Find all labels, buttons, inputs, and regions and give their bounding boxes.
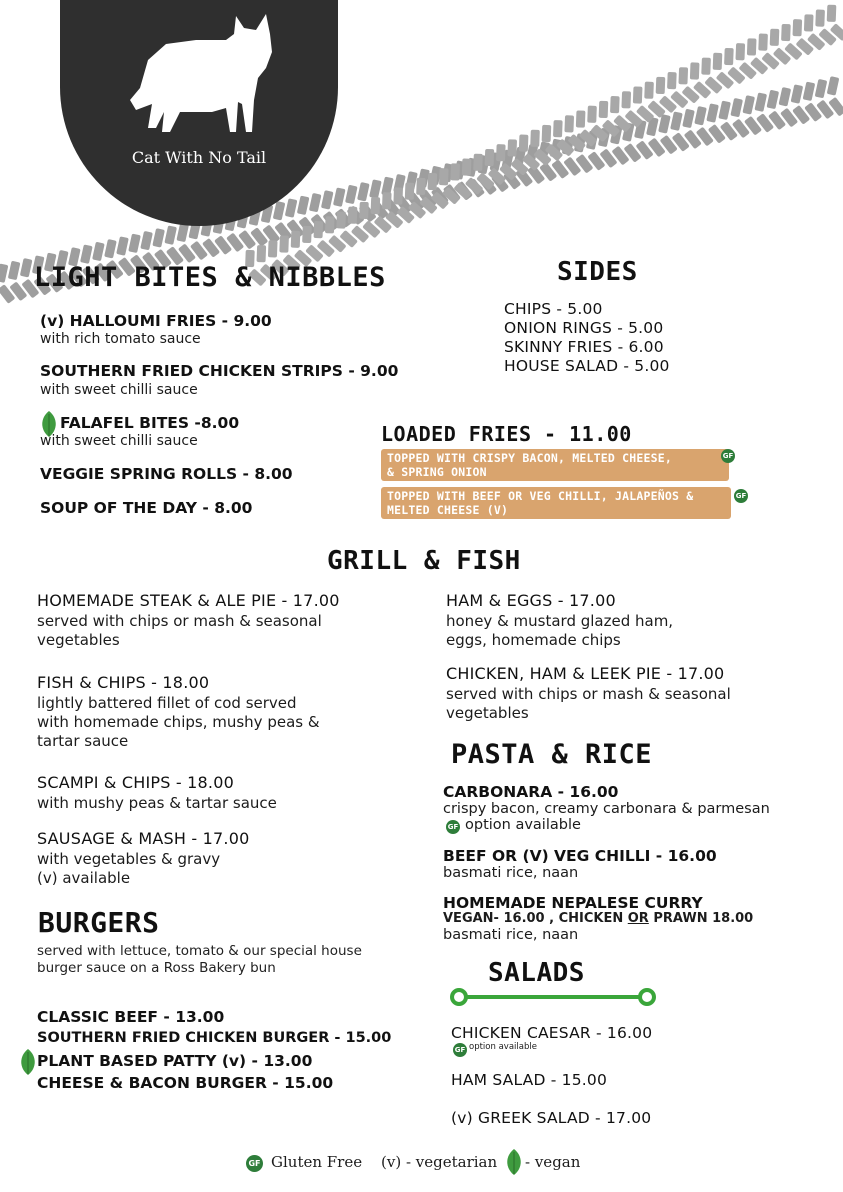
menu-item-spring-rolls: VEGGIE SPRING ROLLS - 8.00	[40, 465, 293, 483]
item-desc: served with chips or mash & seasonal	[37, 612, 322, 630]
sides-heading: SIDES	[557, 257, 638, 287]
burgers-intro: burger sauce on a Ross Bakery bun	[37, 960, 276, 976]
item-desc: crispy bacon, creamy carbonara & parmesan	[443, 801, 770, 817]
menu-item-fish-chips: FISH & CHIPS - 18.00	[37, 673, 210, 692]
loaded-fries-option-2	[381, 487, 731, 519]
menu-item-carbonara: CARBONARA - 16.00	[443, 783, 619, 801]
loaded-fries-heading: LOADED FRIES - 11.00	[381, 422, 632, 446]
item-desc: with homemade chips, mushy peas &	[37, 713, 320, 731]
item-desc: vegetables	[446, 704, 529, 722]
side-item: ONION RINGS - 5.00	[504, 319, 664, 337]
item-desc: vegetables	[37, 631, 120, 649]
item-desc: with vegetables & gravy	[37, 850, 221, 868]
menu-item-steak-pie: HOMEMADE STEAK & ALE PIE - 17.00	[37, 591, 340, 610]
legend-gluten-free: Gluten Free	[271, 1153, 363, 1171]
item-desc: tartar sauce	[37, 732, 129, 750]
curry-prices	[443, 911, 753, 926]
menu-item-soup: SOUP OF THE DAY - 8.00	[40, 499, 253, 517]
item-desc: (v) available	[37, 869, 131, 887]
gf-badge-icon: GF	[453, 1043, 467, 1057]
burgers-heading: BURGERS	[38, 906, 160, 939]
menu-item-falafel: FALAFEL BITES -8.00	[60, 414, 240, 432]
item-desc: with sweet chilli sauce	[40, 382, 198, 398]
item-desc: basmati rice, naan	[443, 865, 579, 881]
item-desc: served with chips or mash & seasonal	[446, 685, 731, 703]
menu-item-scampi: SCAMPI & CHIPS - 18.00	[37, 773, 234, 792]
gf-badge-icon: GF	[446, 820, 460, 834]
item-desc: with rich tomato sauce	[40, 331, 201, 347]
item-desc: lightly battered fillet of cod served	[37, 694, 297, 712]
menu-item-ham-eggs: HAM & EGGS - 17.00	[446, 591, 616, 610]
menu-item-halloumi: (v) HALLOUMI FRIES - 9.00	[40, 312, 272, 330]
legend-vegetarian: (v) - vegetarian	[381, 1153, 498, 1171]
menu-item-chilli: BEEF OR (V) VEG CHILLI - 16.00	[443, 847, 717, 865]
brand-name: Cat With No Tail	[131, 148, 267, 167]
menu-item-chicken-strips: SOUTHERN FRIED CHICKEN STRIPS - 9.00	[40, 362, 399, 380]
tag-line: TOPPED WITH BEEF OR VEG CHILLI, JALAPEÑOS &	[387, 489, 694, 503]
burger-item-classic: CLASSIC BEEF - 13.00	[37, 1008, 225, 1026]
cat-silhouette-icon	[126, 8, 276, 136]
curry-price-or: OR	[627, 911, 649, 926]
burger-item-cheese-bacon: CHEESE & BACON BURGER - 15.00	[37, 1074, 334, 1092]
item-desc: honey & mustard glazed ham,	[446, 612, 674, 630]
tag-line: MELTED CHEESE (V)	[387, 503, 509, 517]
item-desc: basmati rice, naan	[443, 927, 579, 943]
salads-divider	[449, 987, 657, 1007]
gf-option-note: option available	[465, 817, 581, 833]
side-item: HOUSE SALAD - 5.00	[504, 357, 670, 375]
side-item: CHIPS - 5.00	[504, 300, 603, 318]
burger-item-chicken: SOUTHERN FRIED CHICKEN BURGER - 15.00	[37, 1030, 392, 1046]
loaded-fries-option-1	[381, 449, 729, 481]
gf-badge-icon: GF	[734, 489, 748, 503]
item-desc: with sweet chilli sauce	[40, 433, 198, 449]
tag-line: & SPRING ONION	[387, 465, 487, 479]
legend-vegan: - vegan	[525, 1153, 581, 1171]
salad-item-greek: (v) GREEK SALAD - 17.00	[451, 1109, 652, 1127]
salad-item-ham: HAM SALAD - 15.00	[451, 1071, 608, 1089]
item-desc: eggs, homemade chips	[446, 631, 621, 649]
pasta-rice-heading: PASTA & RICE	[451, 739, 653, 770]
vegan-leaf-icon	[505, 1148, 523, 1176]
menu-item-nepalese-curry: HOMEMADE NEPALESE CURRY	[443, 894, 703, 912]
gf-option-note: option available	[469, 1042, 537, 1052]
gf-badge-icon: GF	[721, 449, 735, 463]
item-desc: with mushy peas & tartar sauce	[37, 794, 277, 812]
grill-fish-heading: GRILL & FISH	[327, 546, 521, 576]
burger-item-plant: PLANT BASED PATTY (v) - 13.00	[37, 1052, 313, 1070]
vegan-leaf-icon	[19, 1048, 37, 1076]
gf-badge-icon: GF	[246, 1155, 263, 1172]
salad-item-caesar: CHICKEN CAESAR - 16.00	[451, 1024, 653, 1042]
salads-heading: SALADS	[488, 958, 585, 988]
curry-price-b: PRAWN 18.00	[648, 911, 754, 926]
burgers-intro: served with lettuce, tomato & our special house	[37, 943, 362, 959]
curry-price-a: VEGAN- 16.00 , CHICKEN	[443, 911, 628, 926]
light-bites-heading: LIGHT BITES & NIBBLES	[34, 262, 386, 293]
side-item: SKINNY FRIES - 6.00	[504, 338, 664, 356]
tag-line: TOPPED WITH CRISPY BACON, MELTED CHEESE,	[387, 451, 672, 465]
menu-item-chicken-leek-pie: CHICKEN, HAM & LEEK PIE - 17.00	[446, 664, 725, 683]
menu-item-sausage-mash: SAUSAGE & MASH - 17.00	[37, 829, 250, 848]
